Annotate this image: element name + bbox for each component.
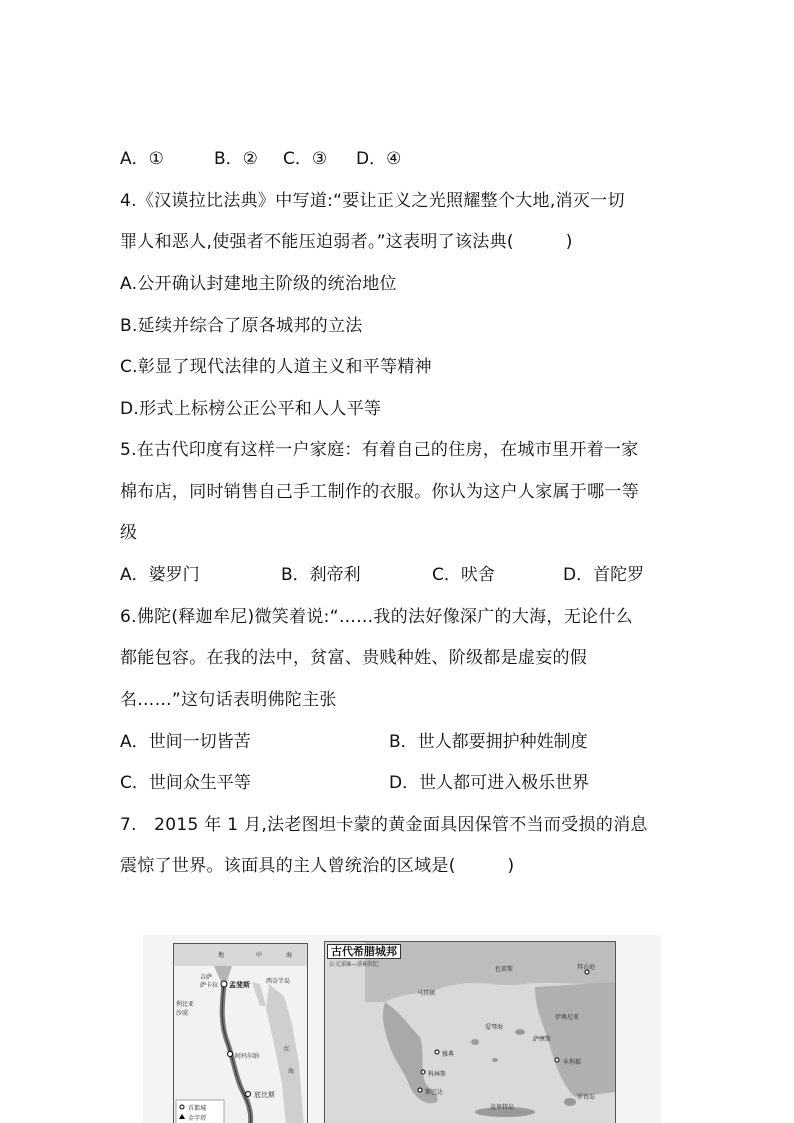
q5-stem-line-2: 棉布店，同时销售自己手工制作的衣服。你认为这户人家属于哪一等 — [120, 482, 639, 502]
q6-stem-line-3: 名……”这句话表明佛陀主张 — [120, 690, 337, 710]
egypt-label-8: 阿玛尔纳 — [235, 1053, 260, 1060]
egypt-legend-capital: 首都城 — [188, 1105, 207, 1112]
egypt-label-1: 中 — [256, 952, 263, 959]
q4-option-d: D.形式上标榜公正公平和人人平等 — [120, 399, 382, 419]
greece-map-subtitle: 公元前8—前6世纪 — [329, 961, 379, 968]
egypt-label-10: 红 — [284, 1046, 291, 1053]
q6-stem-line-1: 6.佛陀(释迦牟尼)微笑着说:“……我的法好像深广的大海，无论什么 — [120, 607, 633, 627]
q7-stem-line-1: 7. 2015 年 1 月,法老图坦卡蒙的黄金面具因保管不当而受损的消息 — [120, 815, 648, 835]
q4-stem-line-1: 4.《汉谟拉比法典》中写道:“要让正义之光照耀整个大地,消灭一切 — [120, 191, 625, 211]
q4-stem-line-2: 罪人和恶人,使强者不能压迫弱者。”这表明了该法典( ) — [120, 232, 573, 252]
egypt-map — [173, 943, 308, 1123]
q6-stem-line-2: 都能包容。在我的法中，贫富、贵贱种姓、阶级都是虚妄的假 — [120, 648, 588, 668]
q3-option-b: B．② — [214, 149, 258, 169]
greece-label-8: 爱琴海 — [485, 1024, 504, 1031]
egypt-label-2: 海 — [286, 952, 293, 959]
q5-option-d: D．首陀罗 — [563, 565, 645, 585]
maps-figure — [143, 935, 661, 1123]
greece-map-drawing — [325, 942, 615, 1123]
q6-option-c: C．世间众生平等 — [120, 773, 251, 793]
q4-option-c: C.彰显了现代法律的人道主义和平等精神 — [120, 357, 432, 377]
greece-label-7: 科林斯 — [428, 1071, 447, 1078]
egypt-legend-pyramid: 金字塔 — [188, 1115, 207, 1122]
greece-label-4: 米利都 — [563, 1059, 582, 1066]
greece-label-9: 罗得岛 — [577, 1094, 596, 1101]
egypt-label-0: 地 — [218, 952, 225, 959]
q5-option-c: C．吠舍 — [432, 565, 495, 585]
greece-label-6: 雅典 — [442, 1051, 455, 1058]
q4-option-b: B.延续并综合了原各城邦的立法 — [120, 316, 363, 336]
egypt-label-4: 萨卡拉 — [200, 982, 219, 989]
q5-stem-line-1: 5.在古代印度有这样一户家庭：有着自己的住房，在城市里开着一家 — [120, 440, 639, 460]
q3-option-d: D．④ — [356, 149, 402, 169]
greece-map-title: 古代希腊城邦 — [327, 944, 401, 959]
q6-option-b: B．世人都要拥护种姓制度 — [389, 732, 588, 752]
greece-label-2: 萨摩斯 — [533, 1036, 552, 1043]
egypt-label-3: 吉萨 — [200, 974, 213, 981]
egypt-label-5: 孟斐斯 — [229, 981, 250, 989]
greece-label-3: 拜占庭 — [577, 964, 596, 971]
egypt-label-11: 海 — [288, 1068, 295, 1075]
egypt-label-6: 西奈半岛 — [266, 978, 291, 985]
egypt-label-7: 利比亚沙漠 — [176, 1001, 195, 1017]
egypt-map-drawing — [174, 944, 307, 1123]
egypt-label-9: 底比斯 — [254, 1091, 275, 1099]
q5-option-a: A．婆罗门 — [120, 565, 200, 585]
q6-option-a: A．世间一切皆苦 — [120, 732, 251, 752]
greece-label-5: 斯巴达 — [425, 1089, 444, 1096]
greece-label-0: 色雷斯 — [495, 966, 514, 973]
greece-label-11: 克里特岛 — [490, 1104, 515, 1111]
q3-option-a: A．① — [120, 149, 164, 169]
greece-label-1: 马其顿 — [417, 990, 436, 997]
q7-stem-line-2: 震惊了世界。该面具的主人曾统治的区域是( ) — [120, 856, 515, 876]
greece-label-10: 伊奥尼亚 — [555, 1014, 580, 1021]
q3-option-c: C．③ — [283, 149, 328, 169]
q5-stem-line-3: 级 — [120, 523, 138, 543]
q6-option-d: D．世人都可进入极乐世界 — [389, 773, 590, 793]
greece-map — [324, 941, 616, 1123]
q5-option-b: B．刹帝利 — [281, 565, 361, 585]
q4-option-a: A.公开确认封建地主阶级的统治地位 — [120, 274, 397, 294]
